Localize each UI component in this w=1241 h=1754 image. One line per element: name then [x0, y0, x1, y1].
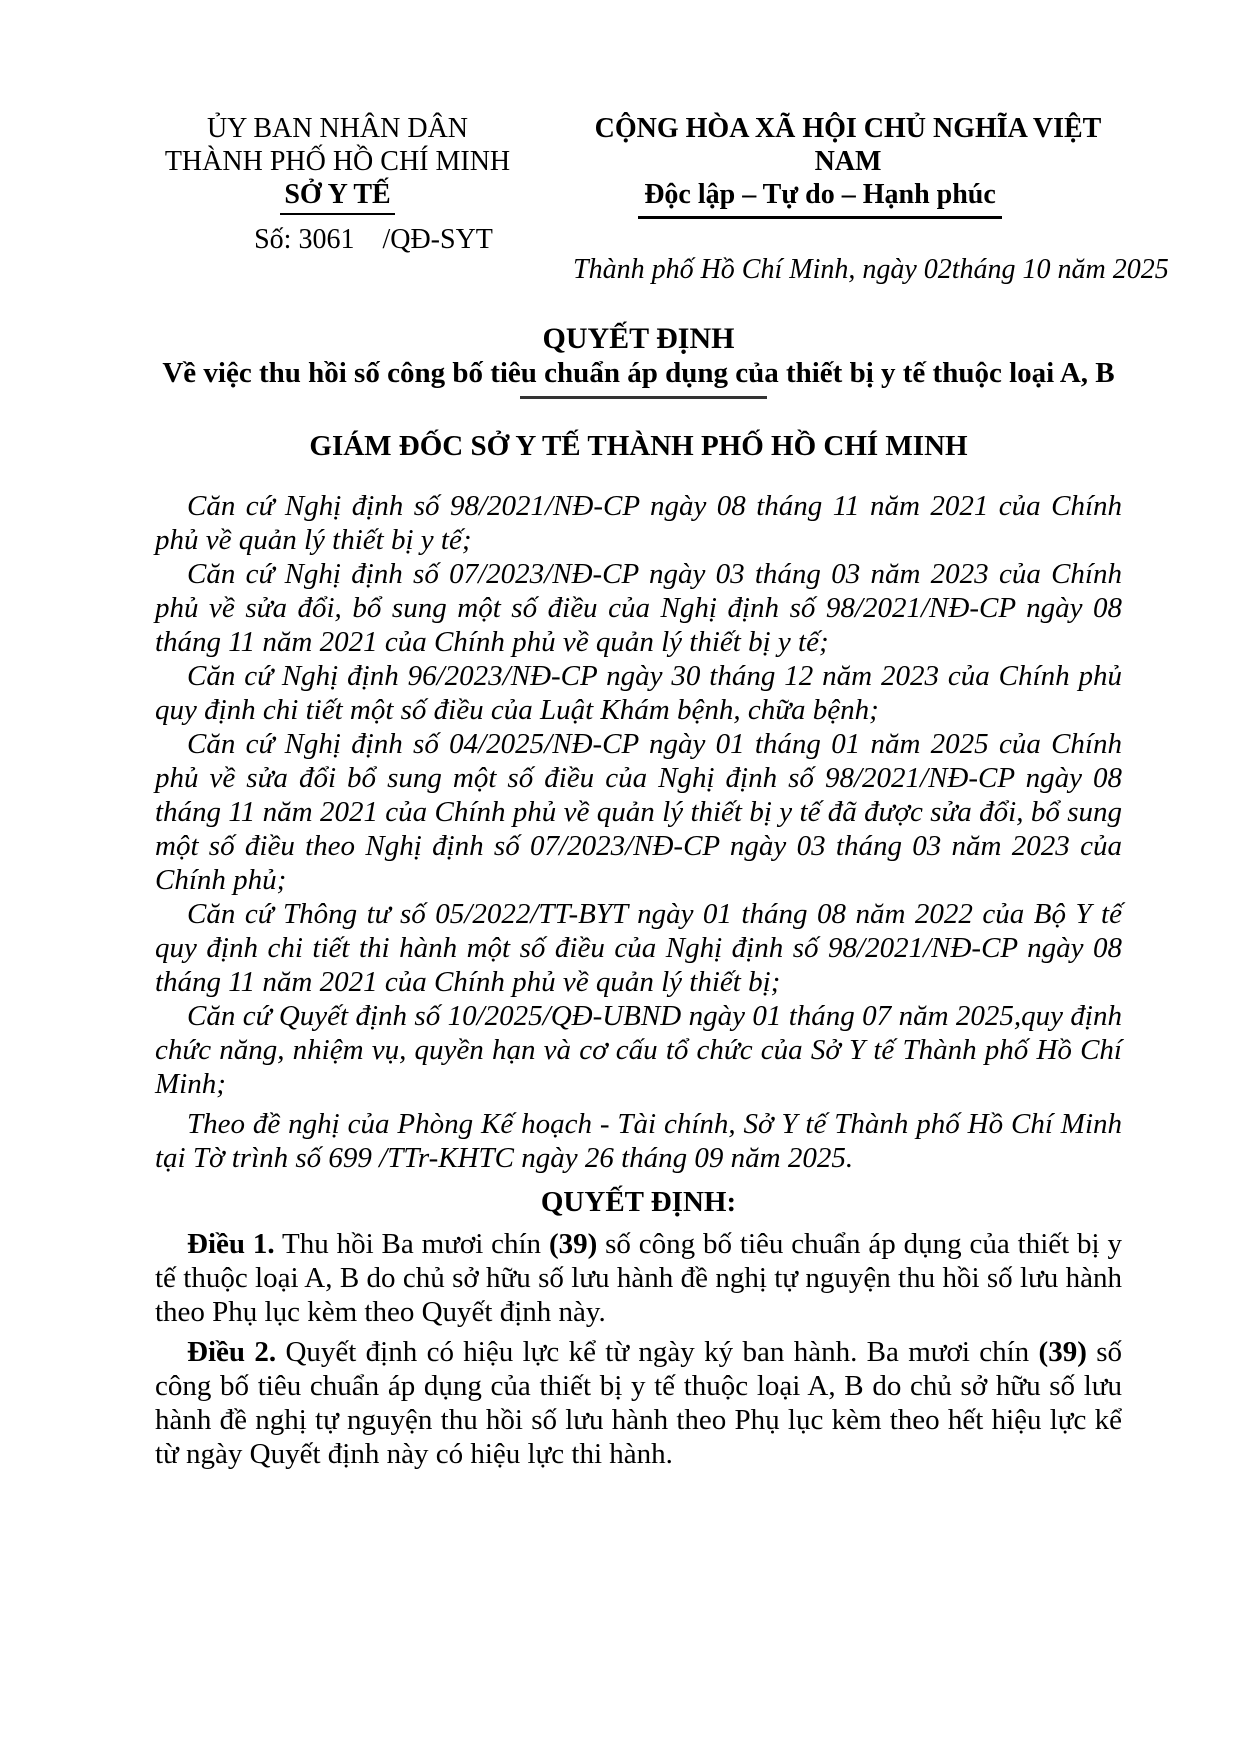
preamble-paragraph: Căn cứ Nghị định số 98/2021/NĐ-CP ngày 08 tháng 11 năm 2021 của Chính phủ về quản lý thiết bị y tế;	[155, 490, 1122, 556]
article-1-count: (39)	[548, 1228, 598, 1260]
national-motto-wrap	[558, 178, 1138, 219]
issuing-authority-block	[155, 112, 520, 256]
agency-name: SỞ Y TẾ	[280, 178, 394, 215]
authority-line-2: THÀNH PHỐ HỒ CHÍ MINH	[164, 146, 511, 177]
agency-name-wrap	[155, 178, 520, 215]
document-body	[155, 322, 1122, 1471]
national-motto-line-1: CỘNG HÒA XÃ HỘI CHỦ NGHĨA VIỆT NAM	[594, 113, 1102, 177]
article-2-count: (39)	[1038, 1336, 1087, 1368]
articles-section	[155, 1227, 1122, 1471]
document-title: QUYẾT ĐỊNH	[542, 322, 735, 355]
issuer-heading: GIÁM ĐỐC SỞ Y TẾ THÀNH PHỐ HỒ CHÍ MINH	[309, 430, 968, 462]
authority-line-1: ỦY BAN NHÂN DÂN	[206, 113, 469, 144]
national-header-block	[558, 112, 1169, 286]
article-1-text-before: Thu hồi Ba mươi chín	[274, 1228, 549, 1260]
national-motto-line-2: Độc lập – Tự do – Hạnh phúc	[638, 178, 1002, 219]
article-2-text-after: số công bố tiêu chuẩn áp dụng của thiết bị y tế thuộc loại A, B do chủ sở hữu số lưu hành đề nghị tự nguyện thu hồi số lưu hành theo Phụ lục kèm theo hết hiệu lực kể từ ngày Quyết định này có hiệu lực thi hành.	[155, 1336, 1123, 1470]
decision-heading: QUYẾT ĐỊNH:	[540, 1186, 737, 1218]
preamble-paragraph: Căn cứ Nghị định số 04/2025/NĐ-CP ngày 01 tháng 01 năm 2025 của Chính phủ về sửa đổi bổ sung một số điều của Nghị định số 98/2021/NĐ-CP ngày 08 tháng 11 năm 2021 của Chính phủ về quản lý thiết bị y tế đã được sửa đổi, bổ sung một số điều theo Nghị định số 07/2023/NĐ-CP ngày 03 tháng 03 năm 2023 của Chính phủ;	[155, 728, 1122, 896]
article-1-label: Điều 1.	[187, 1228, 275, 1260]
preamble-paragraph: Căn cứ Quyết định số 10/2025/QĐ-UBND ngày 01 tháng 07 năm 2025,quy định chức năng, nhiệm vụ, quyền hạn và cơ cấu tổ chức của Sở Y tế Thành phố Hồ Chí Minh;	[155, 1000, 1122, 1100]
document-subject: Về việc thu hồi số công bố tiêu chuẩn áp dụng của thiết bị y tế thuộc loại A, B	[162, 357, 1115, 389]
article-1	[155, 1227, 1122, 1329]
preamble-paragraph: Căn cứ Nghị định số 07/2023/NĐ-CP ngày 03 tháng 03 năm 2023 của Chính phủ về sửa đổi, bổ sung một số điều của Nghị định số 98/2021/NĐ-CP ngày 08 tháng 11 năm 2021 của Chính phủ về quản lý thiết bị y tế;	[155, 558, 1122, 658]
document-number: Số: 3061 /QĐ-SYT	[254, 224, 493, 255]
place-date-line: Thành phố Hồ Chí Minh, ngày 02tháng 10 năm 2025	[573, 254, 1169, 285]
article-1-text-after: số công bố tiêu chuẩn áp dụng của thiết bị y tế thuộc loại A, B do chủ sở hữu số lưu hành đề nghị tự nguyện thu hồi số lưu hành theo Phụ lục kèm theo Quyết định này.	[155, 1228, 1122, 1328]
preamble-section	[155, 489, 1122, 1175]
article-2	[155, 1335, 1122, 1471]
article-2-label: Điều 2.	[187, 1336, 277, 1368]
preamble-paragraph: Căn cứ Thông tư số 05/2022/TT-BYT ngày 01 tháng 08 năm 2022 của Bộ Y tế quy định chi tiết thi hành một số điều của Nghị định số 98/2021/NĐ-CP ngày 08 tháng 11 năm 2021 của Chính phủ về quản lý thiết bị;	[155, 898, 1122, 998]
article-2-text-before: Quyết định có hiệu lực kể từ ngày ký ban hành. Ba mươi chín	[276, 1336, 1039, 1368]
preamble-proposal-paragraph: Theo đề nghị của Phòng Kế hoạch - Tài chính, Sở Y tế Thành phố Hồ Chí Minh tại Tờ trình số 699 /TTr-KHTC ngày 26 tháng 09 năm 2025.	[155, 1108, 1122, 1174]
subject-underline	[520, 396, 767, 399]
preamble-paragraph: Căn cứ Nghị định 96/2023/NĐ-CP ngày 30 tháng 12 năm 2023 của Chính phủ quy định chi tiết một số điều của Luật Khám bệnh, chữa bệnh;	[155, 660, 1122, 726]
